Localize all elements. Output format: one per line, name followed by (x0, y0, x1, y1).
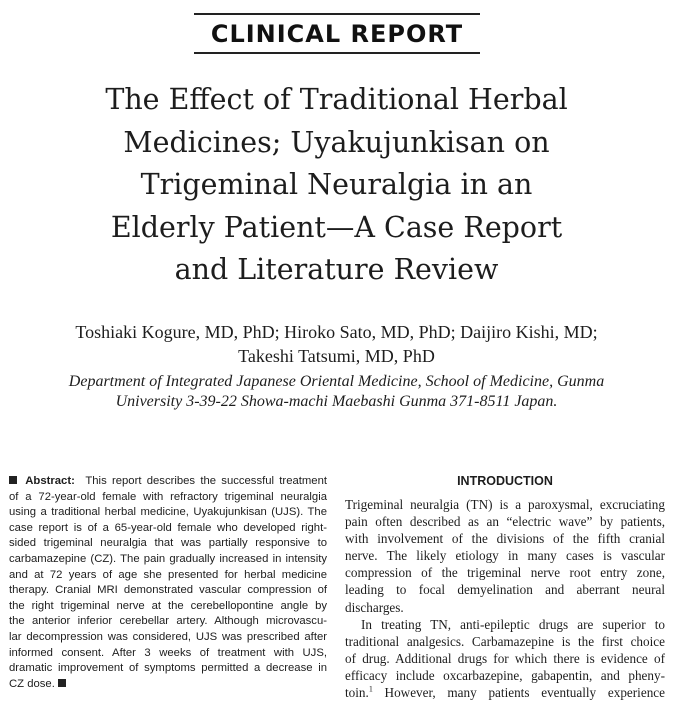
title-line: Medicines; Uyakujunkisan on (123, 125, 550, 159)
body-line (345, 616, 665, 633)
abstract-line: case report is of a 65-year-old female who developed right- (9, 521, 327, 534)
body-line: traditional analgesics. Carbamazepine is the first choice (345, 633, 665, 649)
section-label: CLINICAL REPORT (210, 19, 464, 48)
body-line: compression of the trigeminal nerve root entry zone, (345, 565, 665, 581)
body-line: Trigeminal neuralgia (TN) is a paroxysmal, excruciating (345, 497, 665, 512)
body-line: pain often described as an “electric wave” by patients, (345, 514, 665, 530)
abstract-line: of a 72-year-old female with refractory trigeminal neuralgia (9, 490, 327, 503)
author-affiliation (20, 372, 653, 412)
abstract-last-line (9, 677, 327, 693)
abstract-first-line (9, 474, 327, 490)
abstract-line: and at 72 years of age she presented for herbal medicine (9, 568, 327, 581)
body-line (345, 684, 665, 701)
title-line: and Literature Review (174, 253, 499, 286)
abstract-line: the anterior inferior cerebellar artery. Although microvascu- (9, 615, 327, 628)
body-line: efficacy include oxcarbazepine, gabapentin, and pheny- (345, 667, 665, 683)
abstract-line: the right trigeminal nerve at the cerebellopontine angle by (9, 599, 327, 612)
introduction-heading: INTRODUCTION (457, 474, 553, 488)
abstract-line: informed consent. After 3 weeks of treatment with UJS, (9, 646, 327, 659)
title-line: Trigeminal Neuralgia in an (140, 168, 533, 201)
author-line: Toshiaki Kogure, MD, PhD; Hiroko Sato, MD, PhD; Daijiro Kishi, MD; (75, 322, 598, 342)
body-line: nerve. The likely etiology in many cases is vascular (345, 548, 665, 564)
body-line: leading to focal demyelination and aberrant neural (345, 582, 665, 598)
body-line-text: However, many patients eventually experience (372, 685, 665, 701)
body-line: with involvement of the divisions of the fifth cranial (345, 531, 665, 547)
author-line: Takeshi Tatsumi, MD, PhD (238, 346, 435, 366)
body-line: discharges. (345, 599, 404, 615)
abstract-line: lar decompression was considered, UJS was prescribed after (9, 630, 327, 643)
introduction-body (345, 496, 665, 701)
abstract-line: carbamazepine (CZ). The pain gradually increased in intensity (9, 552, 327, 565)
body-line: of drug. Additional drugs for which there is evidence of (345, 650, 665, 666)
abstract-block (9, 474, 327, 692)
abstract-line: using a traditional herbal medicine, Uyakujunkisan (UJS). The (9, 506, 327, 519)
affiliation-line: University 3-39-22 Showa-machi Maebashi Gunma 371-8511 Japan. (115, 393, 558, 410)
affiliation-line: Department of Integrated Japanese Oriental Medicine, School of Medicine, Gunma (68, 373, 605, 390)
section-banner (194, 13, 480, 54)
article-title (60, 79, 613, 292)
citation-marker[interactable]: 1 (368, 684, 373, 694)
title-line: The Effect of Traditional Herbal (105, 83, 568, 116)
author-list (20, 320, 653, 368)
abstract-line: sided trigeminal neuralgia that was partially responsive to (9, 537, 327, 550)
body-line-text: toin. (345, 685, 369, 701)
square-bullet-icon (9, 476, 17, 484)
abstract-text: CZ dose. (9, 677, 55, 690)
title-line: Elderly Patient—A Case Report (110, 210, 563, 244)
body-line-text: In treating TN, anti-epileptic drugs are superior to (361, 616, 665, 632)
abstract-label: Abstract: (25, 475, 75, 487)
end-mark-icon (58, 679, 66, 687)
abstract-line: dramatic improvement of symptoms permitted a decrease in (9, 662, 327, 675)
abstract-text: This report describes the successful treatment (85, 475, 328, 487)
abstract-line: therapy. Cranial MRI demonstrated vascular compression of (9, 584, 327, 597)
